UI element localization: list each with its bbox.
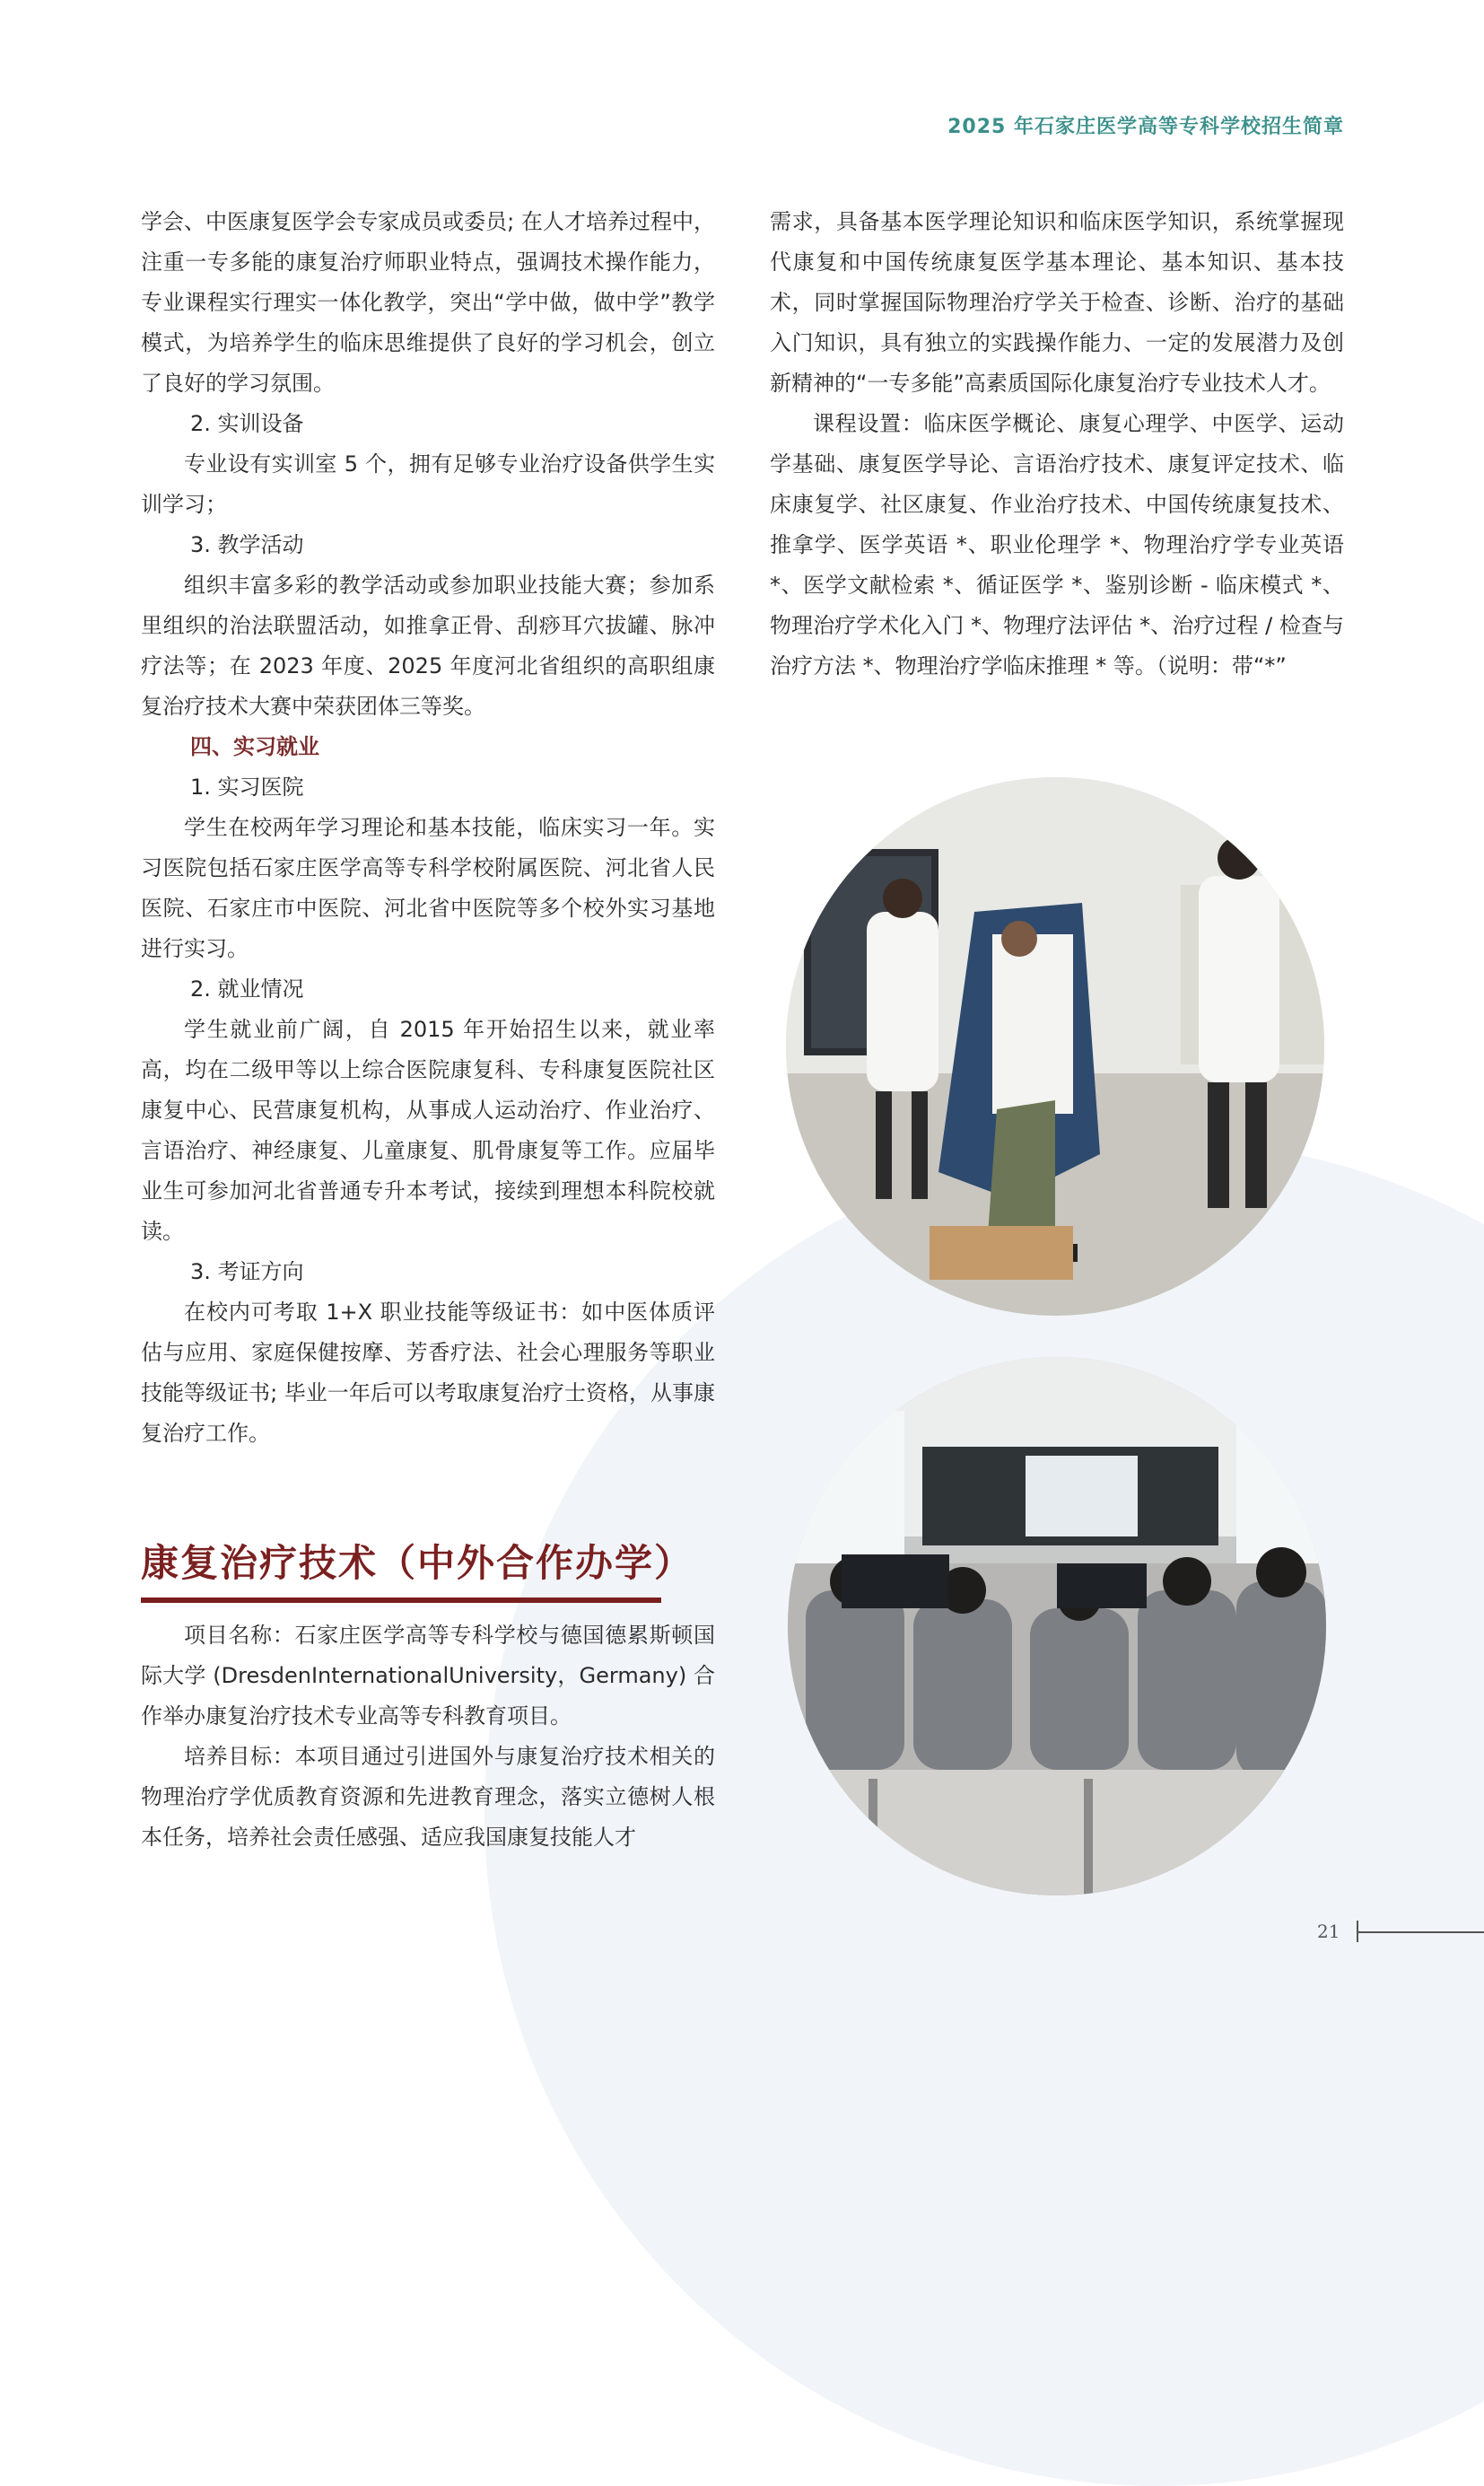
page-number: 21	[1317, 1921, 1340, 1942]
intro-paragraph: 学会、中医康复医学会专家成员或委员; 在人才培养过程中，注重一专多能的康复治疗师职业特点，强调技术操作能力，专业课程实行理实一体化教学，突出“学中做，做中学”教学模式，为培养学生的临床思维提供了良好的学习机会，创立了良好的学习氛围。	[141, 209, 715, 396]
continued-paragraph: 需求，具备基本医学理论知识和临床医学知识，系统掌握现代康复和中国传统康复医学基本理论、基本知识、基本技术，同时掌握国际物理治疗学关于检查、诊断、治疗的基础入门知识，具有独立的实践操作能力、一定的发展潜力及创新精神的“一专多能”高素质国际化康复治疗专业技术人才。	[770, 209, 1344, 396]
teaching-heading: 3. 教学活动	[190, 532, 304, 557]
program-goal-paragraph: 培养目标：本项目通过引进国外与康复治疗技术相关的物理治疗学优质教育资源和先进教育理念，落实立德树人根本任务，培养社会责任感强、适应我国康复技能人才	[141, 1744, 715, 1850]
right-column	[770, 202, 1344, 687]
program-heading: 康复治疗技术（中外合作办学）	[141, 1541, 694, 1585]
courses-paragraph: 课程设置：临床医学概论、康复心理学、中医学、运动学基础、康复医学导论、言语治疗技术、康复评定技术、临床康复学、社区康复、作业治疗技术、中国传统康复技术、推拿学、医学英语 *、职业伦理学 *、物理治疗学专业英语 *、医学文献检索 *、循证医学 *、鉴别诊断 - 临床模式 *、物理治疗学术化入门 *、物理疗法评估 *、治疗过程 / 检查与治疗方法 *、物理治疗学临床推理 * 等。（说明：带“*”	[770, 411, 1344, 678]
page-number-line	[1357, 1931, 1484, 1933]
cert-paragraph: 在校内可考取 1+X 职业技能等级证书：如中医体质评估与应用、家庭保健按摩、芳香疗法、社会心理服务等职业技能等级证书; 毕业一年后可以考取康复治疗士资格，从事康复治疗工作。	[141, 1300, 715, 1446]
left-column	[141, 202, 715, 1454]
cert-heading: 3. 考证方向	[190, 1259, 304, 1284]
section4-heading: 四、实习就业	[190, 734, 319, 759]
page-header-title: 2025 年石家庄医学高等专科学校招生简章	[947, 116, 1344, 138]
program-heading-block	[141, 1536, 715, 1603]
training-paragraph: 专业设有实训室 5 个，拥有足够专业治疗设备供学生实训学习；	[141, 451, 715, 517]
heading-underline	[141, 1598, 661, 1603]
teaching-paragraph: 组织丰富多彩的教学活动或参加职业技能大赛；参加系里组织的治法联盟活动，如推拿正骨、刮痧耳穴拔罐、脉冲疗法等；在 2023 年度、2025 年度河北省组织的高职组康复治疗技术大赛中荣获团体三等奖。	[141, 573, 715, 719]
classroom-lecture-photo	[788, 1357, 1326, 1895]
employment-heading: 2. 就业情况	[190, 976, 304, 1002]
program-name-paragraph: 项目名称：石家庄医学高等专科学校与德国德累斯顿国际大学 (DresdenInternationalUniversity，Germany) 合作举办康复治疗技术专业高等专科教育项目。	[141, 1623, 715, 1729]
employment-paragraph: 学生就业前广阔，自 2015 年开始招生以来，就业率高，均在二级甲等以上综合医院康复科、专科康复医院社区康复中心、民营康复机构，从事成人运动治疗、作业治疗、言语治疗、神经康复、儿童康复、肌骨康复等工作。应届毕业生可参加河北省普通专升本考试，接续到理想本科院校就读。	[141, 1017, 715, 1244]
internship-paragraph: 学生在校两年学习理论和基本技能，临床实习一年。实习医院包括石家庄医学高等专科学校附属医院、河北省人民医院、石家庄市中医院、河北省中医院等多个校外实习基地进行实习。	[141, 815, 715, 961]
rehab-training-photo	[786, 777, 1324, 1316]
program-text-block	[141, 1615, 715, 1858]
training-heading: 2. 实训设备	[190, 411, 304, 436]
internship-heading: 1. 实习医院	[190, 775, 304, 800]
